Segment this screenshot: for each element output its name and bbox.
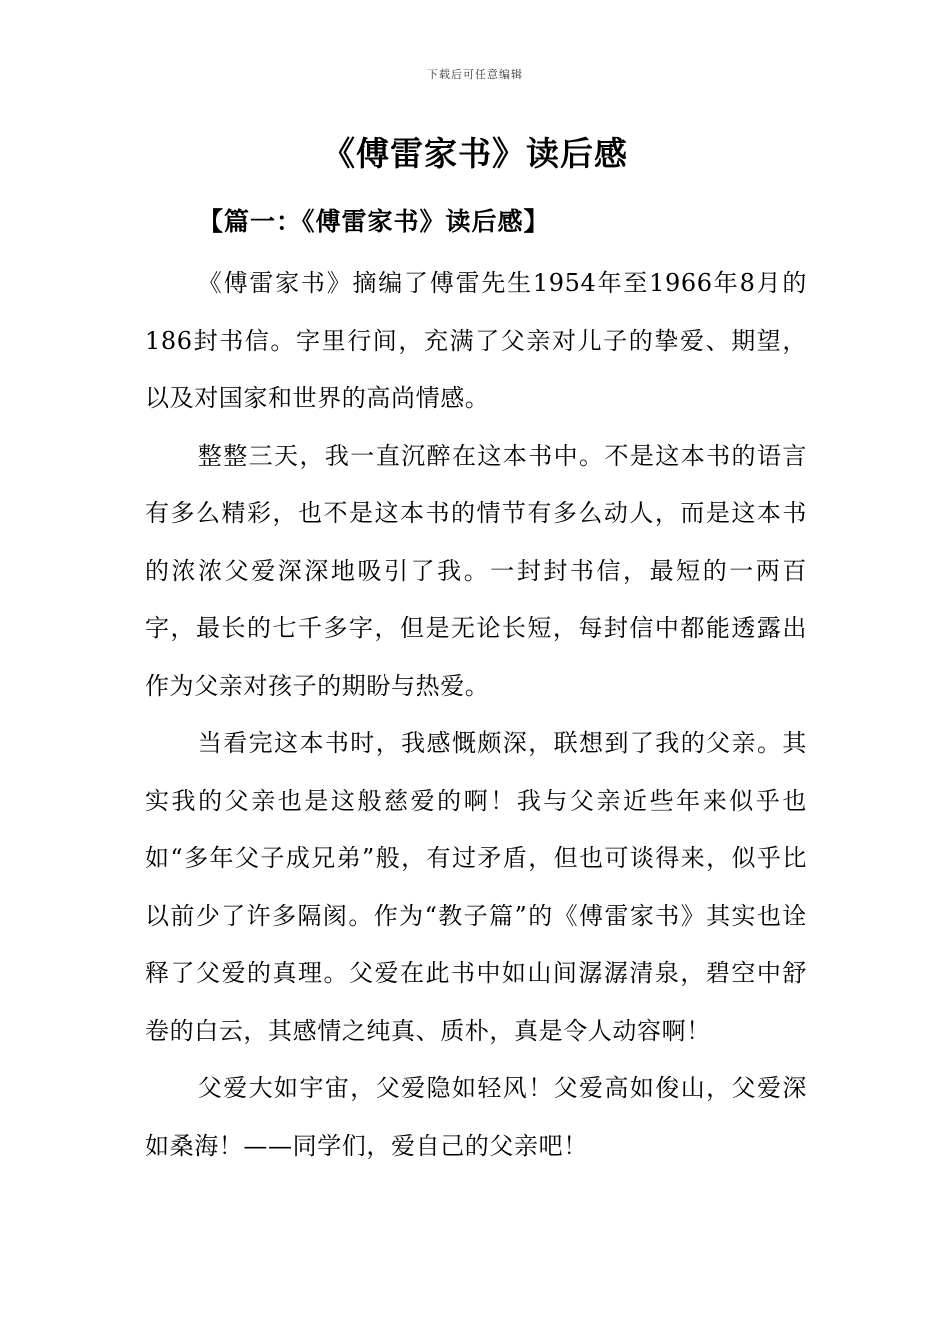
body-text: [145, 255, 807, 1175]
paragraph-1: 《傅雷家书》摘编了傅雷先生1954年至1966年8月的186封书信。字里行间，充满了父亲对儿子的挚爱、期望，以及对国家和世界的高尚情感。: [145, 269, 807, 412]
paragraph-3: 当看完这本书时，我感慨颇深，联想到了我的父亲。其实我的父亲也是这般慈爱的啊！我与父亲近些年来似乎也如“多年父子成兄弟”般，有过矛盾，但也可谈得来，似乎比以前少了许多隔阂。作为“教子篇”的《傅雷家书》其实也诠释了父爱的真理。父爱在此书中如山间潺潺清泉，碧空中舒卷的白云，其感情之纯真、质朴，真是令人动容啊！: [145, 729, 807, 1045]
paragraph-2: 整整三天，我一直沉醉在这本书中。不是这本书的语言有多么精彩，也不是这本书的情节有多么动人，而是这本书的浓浓父爱深深地吸引了我。一封封书信，最短的一两百字，最长的七千多字，但是无论长短，每封信中都能透露出作为父亲对孩子的期盼与热爱。: [145, 441, 807, 700]
paragraph-4: 父爱大如宇宙，父爱隐如轻风！父爱高如俊山，父爱深如桑海！——同学们，爱自己的父亲吧！: [145, 1074, 807, 1160]
document-title: 《傅雷家书》读后感: [322, 134, 628, 173]
header-note: 下载后可任意编辑: [427, 68, 523, 81]
section-heading: 【篇一：《傅雷家书》读后感】: [198, 207, 550, 236]
